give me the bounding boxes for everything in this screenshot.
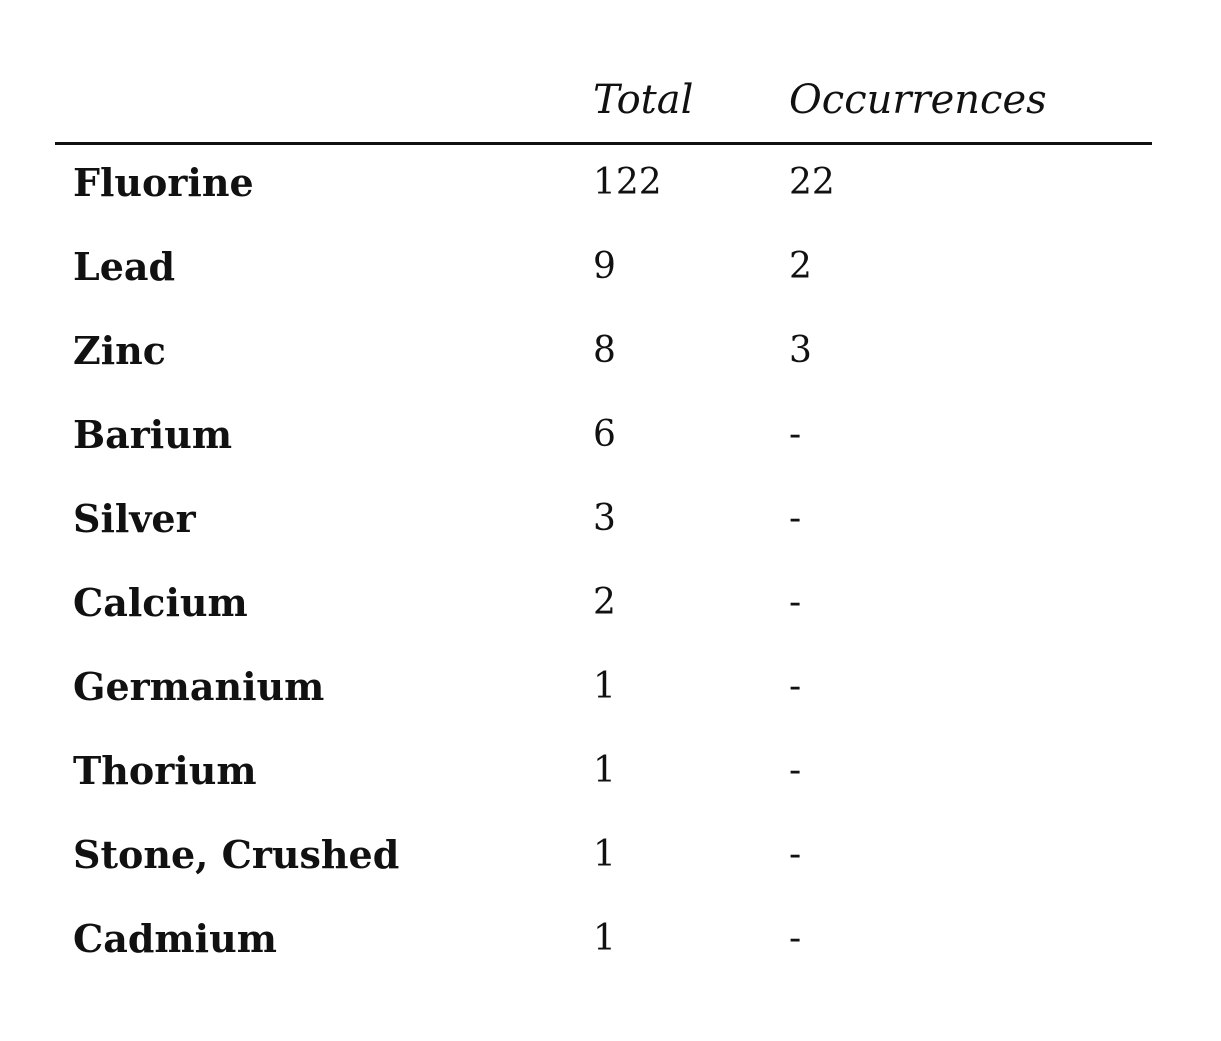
row-occurrences: -	[789, 918, 802, 959]
row-name: Calcium	[73, 580, 248, 625]
row-total: 1	[593, 834, 616, 875]
row-occurrences: -	[789, 498, 802, 539]
row-occurrences: -	[789, 834, 802, 875]
column-header-occurrences: Occurrences	[789, 77, 1047, 123]
row-name: Thorium	[73, 748, 257, 793]
row-name: Fluorine	[73, 160, 254, 205]
column-header-total: Total	[593, 77, 694, 123]
row-occurrences: 3	[789, 330, 812, 371]
table-row	[55, 313, 1152, 397]
row-name: Germanium	[73, 664, 325, 709]
row-name: Lead	[73, 244, 176, 289]
row-occurrences: -	[789, 666, 802, 707]
row-total: 8	[593, 330, 616, 371]
table-header-row	[55, 70, 1152, 145]
table-row	[55, 733, 1152, 817]
table-row	[55, 649, 1152, 733]
row-occurrences: -	[789, 750, 802, 791]
row-name: Cadmium	[73, 916, 277, 961]
table-body	[55, 145, 1152, 985]
row-total: 1	[593, 666, 616, 707]
row-name: Stone, Crushed	[73, 832, 400, 877]
row-total: 3	[593, 498, 616, 539]
table-row	[55, 817, 1152, 901]
data-table	[55, 70, 1152, 985]
row-total: 1	[593, 918, 616, 959]
row-name: Zinc	[73, 328, 166, 373]
row-total: 9	[593, 246, 616, 287]
table-row	[55, 481, 1152, 565]
table-row	[55, 145, 1152, 229]
table-row	[55, 397, 1152, 481]
row-occurrences: 22	[789, 162, 835, 203]
row-total: 1	[593, 750, 616, 791]
row-total: 6	[593, 414, 616, 455]
row-name: Silver	[73, 496, 196, 541]
row-total: 122	[593, 162, 662, 203]
row-total: 2	[593, 582, 616, 623]
table-row	[55, 901, 1152, 985]
row-occurrences: 2	[789, 246, 812, 287]
table-row	[55, 565, 1152, 649]
row-name: Barium	[73, 412, 233, 457]
row-occurrences: -	[789, 582, 802, 623]
row-occurrences: -	[789, 414, 802, 455]
table-row	[55, 229, 1152, 313]
